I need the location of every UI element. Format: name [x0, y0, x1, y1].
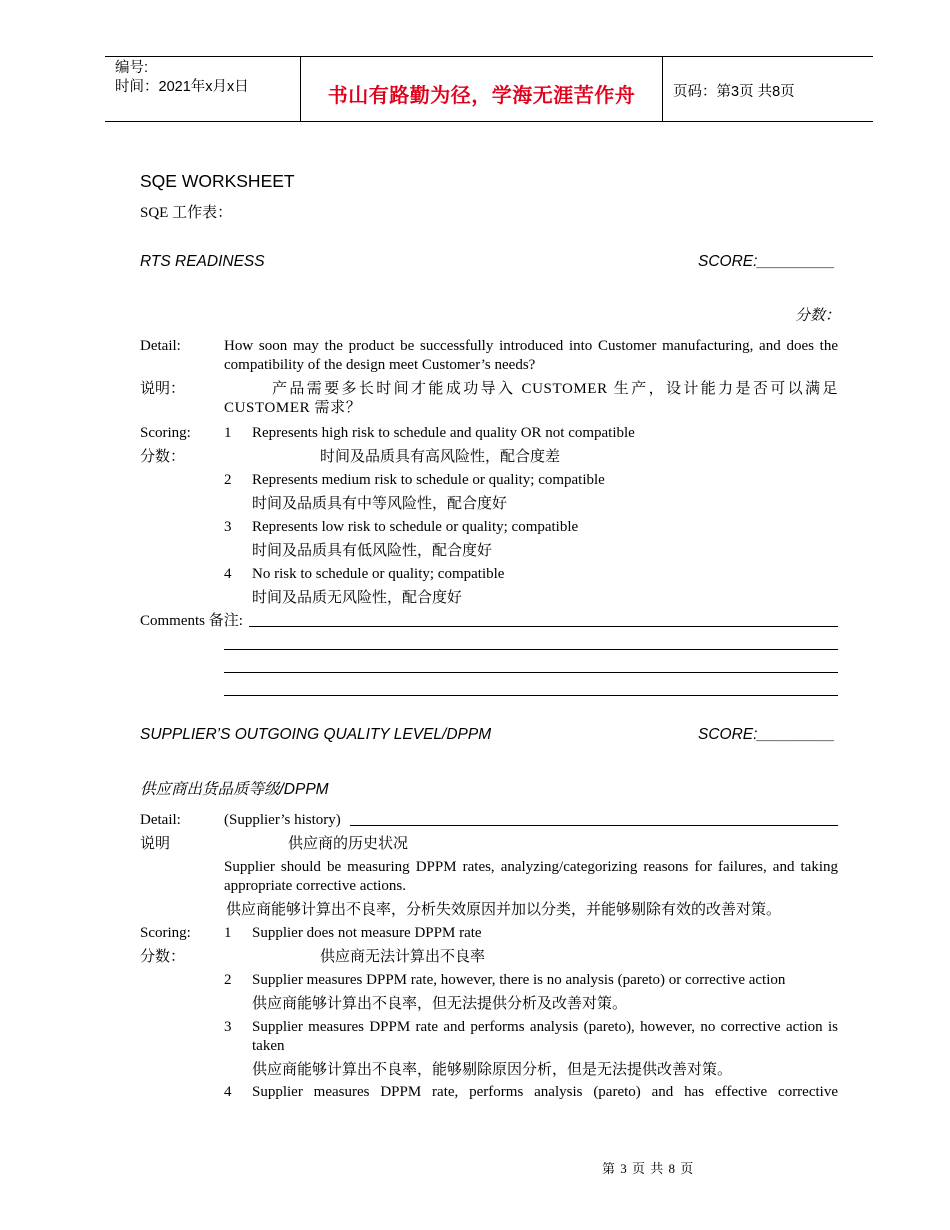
section2-scoring-label: Scoring: — [140, 925, 191, 941]
section1-desc-text: 产品需要多长时间才能成功导入 CUSTOMER 生产，设计能力是否可以满足 CUSTOMER 需求？ — [224, 381, 838, 416]
page-header — [105, 56, 873, 122]
section1-detail-label: Detail: — [140, 338, 181, 354]
section1-item-en: No risk to schedule or quality; compatible — [252, 566, 505, 582]
doc-number-label: 编号: — [115, 60, 149, 76]
section2-item-en: Supplier measures DPPM rate and performs analysis (pareto), however, no corrective action is taken — [252, 1019, 838, 1054]
header-motto-cell — [301, 57, 663, 121]
section2-score: SCORE:_________ — [698, 726, 836, 743]
section2-item-en: Supplier does not measure DPPM rate — [252, 925, 482, 941]
comments-line[interactable] — [224, 649, 838, 650]
section1-score-cn: 分数： — [795, 307, 841, 324]
section2-item-num: 3 — [224, 1019, 232, 1035]
section1-score: SCORE:_________ — [698, 253, 836, 270]
section1-item-num: 4 — [224, 566, 232, 582]
section2-desc-text: 供应商的历史状况 — [288, 836, 409, 852]
detail-answer-line[interactable] — [350, 825, 838, 826]
page-title-cn: SQE 工作表： — [140, 205, 233, 221]
section1-item-en: Represents medium risk to schedule or quality; compatible — [252, 472, 605, 488]
section1-item-num: 2 — [224, 472, 232, 488]
section2-item-num: 1 — [224, 925, 232, 941]
section2-detail-text: (Supplier’s history) — [224, 812, 341, 828]
section2-title-cn: 供应商出货品质等级/DPPM — [140, 781, 329, 798]
section1-title: RTS READINESS — [140, 253, 265, 270]
section1-desc-label: 说明： — [140, 381, 186, 397]
section2-detail-label: Detail: — [140, 812, 181, 828]
section2-para-cn: 供应商能够计算出不良率，分析失效原因并加以分类，并能够剔除有效的改善对策。 — [226, 902, 782, 918]
comments-line[interactable] — [249, 626, 838, 627]
section2-item-num: 2 — [224, 972, 232, 988]
comments-line[interactable] — [224, 672, 838, 673]
section2-title: SUPPLIER’S OUTGOING QUALITY LEVEL/DPPM — [140, 726, 492, 743]
section1-item-cn: 时间及品质具有低风险性，配合度好 — [252, 543, 493, 559]
section1-item-cn: 时间及品质无风险性，配合度好 — [252, 590, 463, 606]
section2-item-cn: 供应商无法计算出不良率 — [320, 949, 486, 965]
header-page-info: 页码：第3页 共8页 — [673, 84, 795, 100]
section2-item-cn: 供应商能够计算出不良率，但无法提供分析及改善对策。 — [252, 996, 628, 1012]
section1-item-cn: 时间及品质具有中等风险性，配合度好 — [252, 496, 508, 512]
section2-item-cn: 供应商能够计算出不良率，能够剔除原因分析，但是无法提供改善对策。 — [252, 1062, 733, 1078]
section1-item-en: Represents high risk to schedule and quality OR not compatible — [252, 425, 635, 441]
section1-scoring-cn: 分数： — [140, 449, 186, 465]
page-footer: 第 3 页 共 8 页 — [602, 1161, 695, 1176]
comments-line[interactable] — [224, 695, 838, 696]
section2-para-en: Supplier should be measuring DPPM rates, analyzing/categorizing reasons for failures, and taking appropriate corrective actions. — [224, 859, 838, 894]
section2-item-en: Supplier measures DPPM rate, performs analysis (pareto) and has effective corrective — [252, 1084, 838, 1100]
section1-item-num: 3 — [224, 519, 232, 535]
header-motto: 书山有路勤为径，学海无涯苦作舟 — [327, 85, 636, 107]
doc-time-label: 时间：2021年x月x日 — [115, 79, 249, 95]
section1-scoring-label: Scoring: — [140, 425, 191, 441]
section1-item-en: Represents low risk to schedule or quality; compatible — [252, 519, 579, 535]
section1-item-num: 1 — [224, 425, 232, 441]
header-left-cell — [105, 57, 301, 121]
section2-scoring-cn: 分数： — [140, 949, 186, 965]
section1-detail-text: How soon may the product be successfully introduced into Customer manufacturing, and does the compatibility of the design meet Customer’s needs? — [224, 338, 838, 373]
section1-comments-label: Comments 备注: — [140, 613, 243, 629]
section2-item-en: Supplier measures DPPM rate, however, there is no analysis (pareto) or corrective action — [252, 972, 786, 988]
section2-item-num: 4 — [224, 1084, 232, 1100]
section2-desc-label: 说明 — [140, 836, 171, 852]
section1-item-cn: 时间及品质具有高风险性，配合度差 — [320, 449, 561, 465]
page-title: SQE WORKSHEET — [140, 171, 295, 191]
